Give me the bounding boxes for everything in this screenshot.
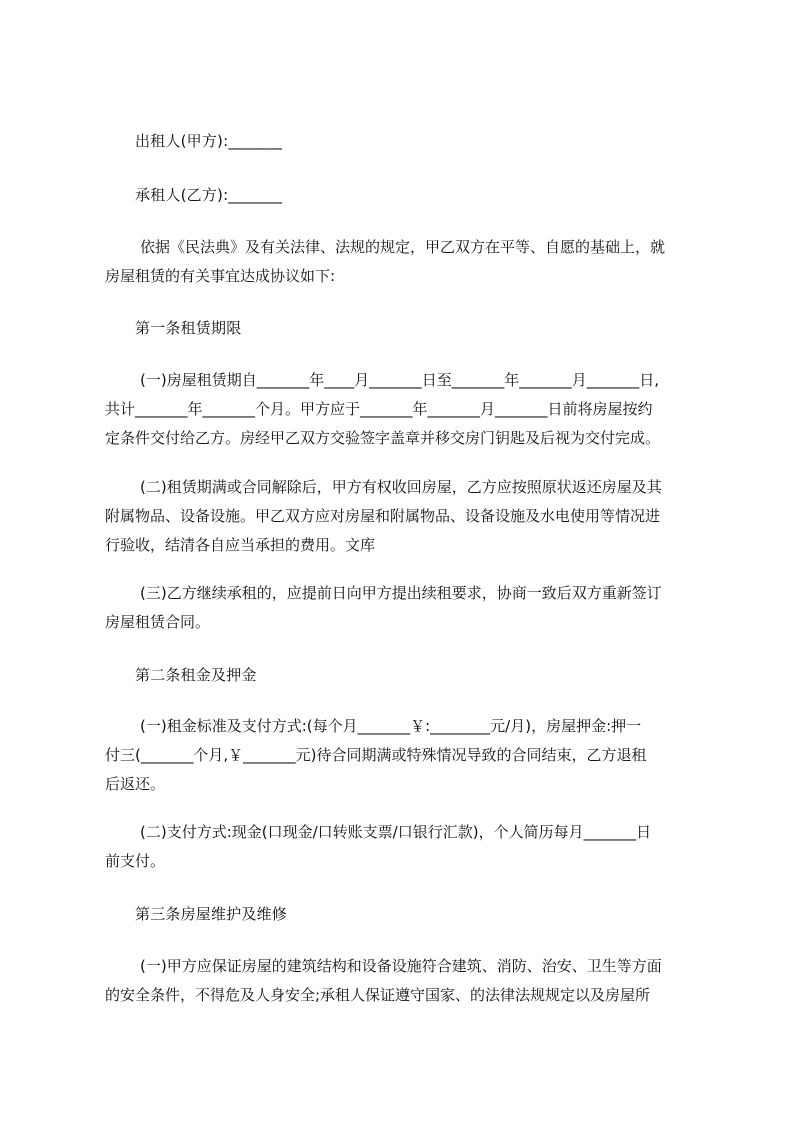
article-1-clause-2-line-3: 行验收，结清各自应当承担的费用。文库	[105, 536, 376, 554]
article-1-clause-3-line-2: 房屋租赁合同。	[105, 613, 211, 631]
article-1-clause-1-line-1: (一)房屋租赁期自_______年____月_______日至_______年_______月_______日,	[140, 371, 659, 389]
article-1-clause-1-line-2: 共计_______年_______个月。甲方应于_______年_______月_______日前将房屋按约	[105, 400, 653, 418]
lessee-line: 承租人(乙方):_______	[135, 186, 283, 204]
article-1-clause-1	[105, 366, 701, 453]
intro-paragraph	[105, 233, 701, 291]
article-2-clause-2-line-1: (二)支付方式:现金(口现金/口转账支票/口银行汇款)，个人简历每月_______日	[140, 823, 652, 841]
article-3-clause-1-line-1: (一)甲方应保证房屋的建筑结构和设备设施符合建筑、消防、治安、卫生等方面	[140, 957, 662, 975]
article-2-clause-1-line-1: (一)租金标准及支付方式:(每个月_______￥:________元/月)，房屋押金:押一	[140, 717, 642, 735]
article-3-title: 第三条房屋维护及维修	[135, 905, 288, 923]
article-1-clause-1-line-3: 定条件交付给乙方。房经甲乙双方交验签字盖章并移交房门钥匙及后视为交付完成。	[105, 429, 661, 447]
article-1-clause-2-line-2: 附属物品、设备设施。甲乙双方应对房屋和附属物品、设备设施及水电使用等情况进	[105, 507, 661, 525]
article-1-clause-2-line-1: (二)租赁期满或合同解除后，甲方有权收回房屋，乙方应按照原状返还房屋及其	[140, 478, 662, 496]
lessor-line: 出租人(甲方):_______	[135, 132, 283, 150]
article-1-title: 第一条租赁期限	[135, 319, 242, 337]
article-2-clause-1	[105, 712, 701, 799]
article-1-clause-3	[105, 579, 701, 637]
article-2-clause-1-line-2: 付三(_______个月,￥_______元)待合同期满或特殊情况导致的合同结束，乙方退租	[105, 746, 647, 764]
article-3-clause-1-line-2: 的安全条件，不得危及人身安全;承租人保证遵守国家、的法律法规规定以及房屋所	[105, 986, 651, 1004]
article-2-clause-2-line-2: 前支付。	[105, 852, 166, 870]
article-3-clause-1	[105, 952, 701, 1010]
article-1-clause-2	[105, 473, 701, 560]
article-2-title: 第二条租金及押金	[135, 666, 257, 684]
article-1-clause-3-line-1: (三)乙方继续承租的，应提前日向甲方提出续租要求，协商一致后双方重新签订	[140, 584, 662, 602]
article-2-clause-2	[105, 818, 701, 876]
article-2-clause-1-line-3: 后返还。	[105, 775, 166, 793]
intro-line-2: 房屋租赁的有关事宜达成协议如下:	[105, 267, 336, 285]
intro-line-1: 依据《民法典》及有关法律、法规的规定，甲乙双方在平等、自愿的基础上，就	[140, 238, 666, 256]
